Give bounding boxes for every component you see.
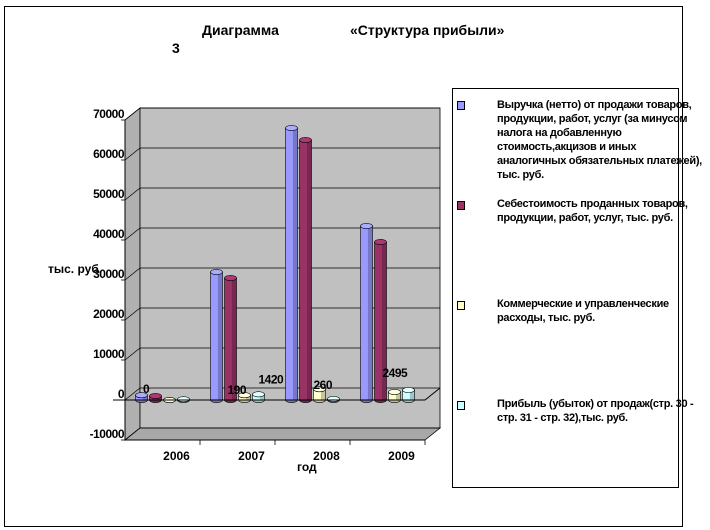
- y-tick-label: 60000: [93, 147, 124, 161]
- bar: [300, 137, 312, 402]
- zero-label: 0: [143, 382, 150, 396]
- bar: [286, 125, 298, 402]
- legend-swatch-cost: [457, 201, 465, 210]
- y-axis-title: тыс. руб.: [48, 262, 103, 276]
- legend-label-cost: Себестоимость проданных товаров, продукции, работ, услуг, тыс. руб.: [497, 198, 688, 224]
- legend-label-revenue: Выручка (нетто) от продажи товаров, продукции, работ, услуг (за минусом налога на добавленную стоимость,акцизов и иных аналогичных обязательных платежей), тыс. руб.: [497, 99, 702, 181]
- x-tick-label: 2007: [238, 449, 265, 463]
- bar: [253, 392, 265, 403]
- y-tick-label: 50000: [93, 187, 124, 201]
- y-tick-label: 40000: [93, 227, 124, 241]
- bar: [361, 223, 373, 402]
- bar: [150, 393, 162, 402]
- legend-swatch-revenue: [457, 101, 465, 110]
- bar: [328, 396, 340, 402]
- floor: [125, 428, 440, 440]
- y-tick-label: 70000: [93, 107, 124, 121]
- data-label: 1420: [258, 372, 284, 387]
- legend-label-profit: Прибыль (убыток) от продаж(стр. 30 - стр. 31 - стр. 32),тыс. руб.: [497, 398, 694, 424]
- data-label: 260: [313, 377, 333, 392]
- data-label: 190: [227, 383, 247, 398]
- legend-swatch-profit: [457, 401, 465, 410]
- legend-swatch-expenses: [457, 301, 465, 310]
- chart-title-number: 3: [172, 40, 180, 56]
- y-tick-label: 0: [117, 387, 124, 401]
- x-tick-label: 2008: [313, 449, 340, 463]
- legend-label-expenses: Коммерческие и управленческие расходы, тыс. руб.: [497, 298, 669, 324]
- y-tick-label: -10000: [89, 427, 124, 441]
- y-tick-label: 10000: [93, 347, 124, 361]
- x-tick-label: 2009: [388, 449, 415, 463]
- chart-title-part2: «Структура прибыли»: [350, 22, 505, 38]
- chart-title-part1: Диаграмма: [202, 22, 279, 38]
- legend: [452, 88, 702, 488]
- bar: [389, 389, 401, 402]
- bar: [211, 269, 223, 402]
- data-label: 2495: [382, 366, 408, 381]
- y-tick-label: 30000: [93, 267, 124, 281]
- y-tick-label: 20000: [93, 307, 124, 321]
- x-axis-title: год: [297, 460, 317, 474]
- x-tick-label: 2006: [163, 449, 190, 463]
